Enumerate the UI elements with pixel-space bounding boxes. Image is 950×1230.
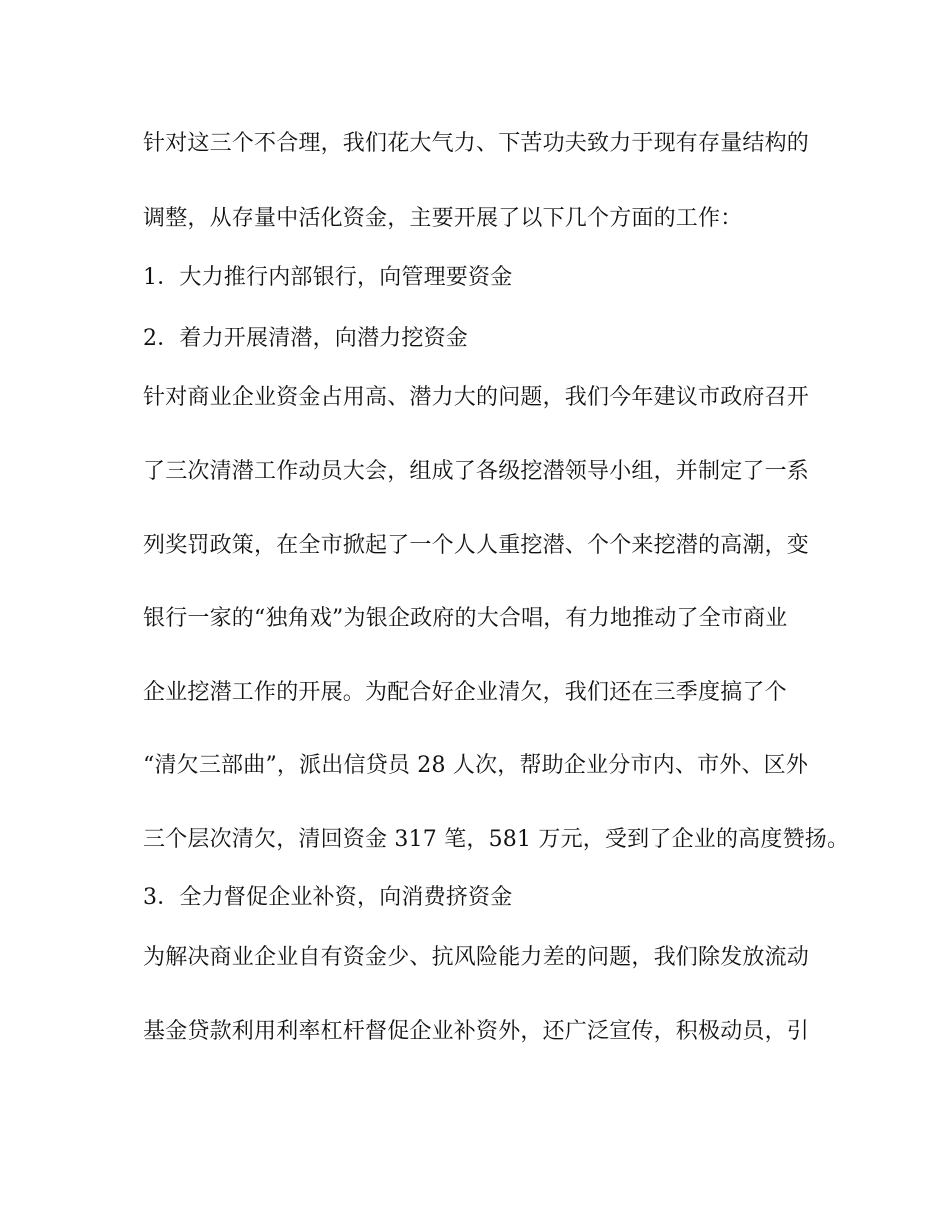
paragraph-line: 企业挖潜工作的开展。为配合好企业清欠，我们还在三季度搞了个 [143,680,787,705]
list-item-heading: 1．大力推行内部银行，向管理要资金 [143,265,513,290]
paragraph-line: 基金贷款利用利率杠杆督促企业补资外，还广泛宣传，积极动员，引 [143,1019,810,1044]
paragraph-line: 为解决商业企业自有资金少、抗风险能力差的问题，我们除发放流动 [143,945,810,970]
paragraph-line: “清欠三部曲”，派出信贷员 28 人次，帮助企业分市内、市外、区外 [143,753,809,778]
paragraph-line: 列奖罚政策，在全市掀起了一个人人重挖潜、个个来挖潜的高潮，变 [143,533,810,558]
paragraph-line: 针对这三个不合理，我们花大气力、下苦功夫致力于现有存量结构的 [143,131,810,156]
paragraph-line: 针对商业企业资金占用高、潜力大的问题，我们今年建议市政府召开 [143,385,810,410]
paragraph-line: 银行一家的“独角戏”为银企政府的大合唱，有力地推动了全市商业 [143,606,788,631]
paragraph-line: 三个层次清欠，清回资金 317 笔，581 万元，受到了企业的高度赞扬。 [143,827,850,852]
paragraph-line: 调整，从存量中活化资金，主要开展了以下几个方面的工作： [143,206,743,231]
list-item-heading: 2．着力开展清潜，向潜力挖资金 [143,326,468,351]
paragraph-line: 了三次清潜工作动员大会，组成了各级挖潜领导小组，并制定了一系 [143,459,810,484]
list-item-heading: 3．全力督促企业补资，向消费挤资金 [143,885,513,910]
